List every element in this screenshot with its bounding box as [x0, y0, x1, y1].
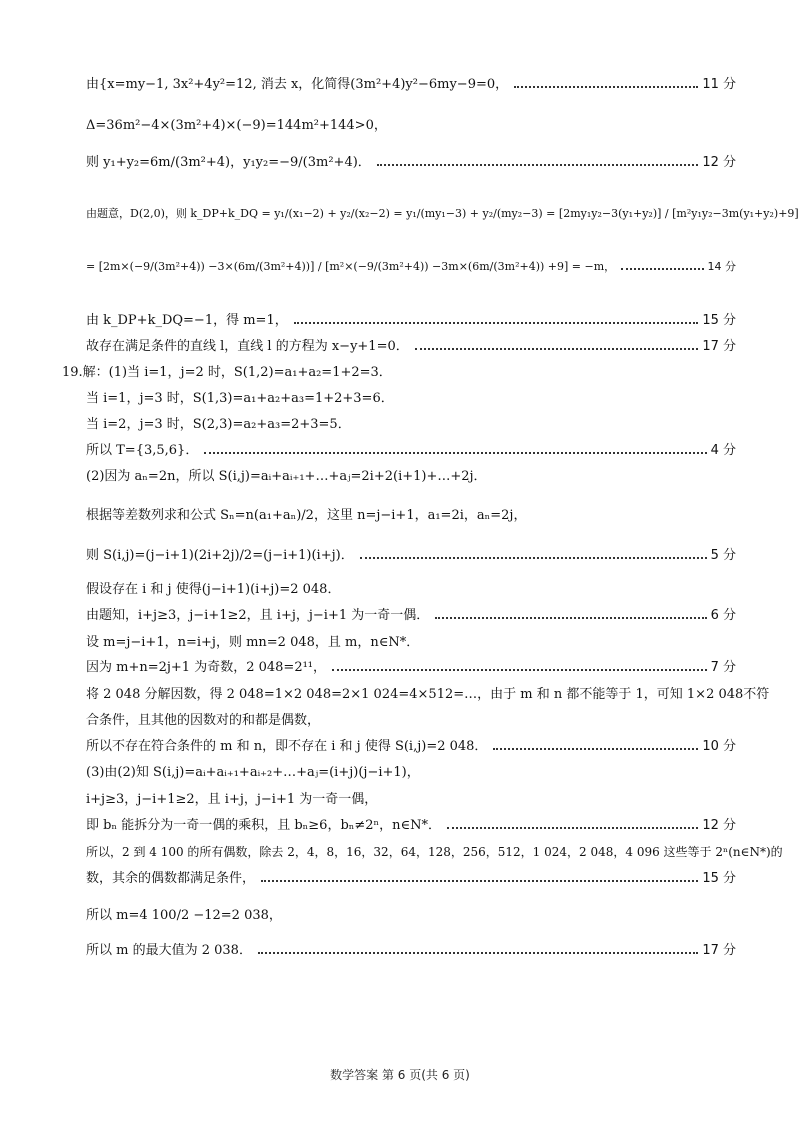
solution-text: i+j≥3，j−i+1≥2，且 i+j，j−i+1 为一奇一偶， [86, 792, 378, 807]
solution-line [86, 684, 770, 706]
solution-line [86, 710, 736, 732]
page-footer: 数学答案 第 6 页(共 6 页) [330, 1068, 470, 1082]
leader-dots [447, 827, 698, 829]
solution-line [86, 815, 736, 837]
leader-dots [435, 617, 706, 619]
solution-text: (3)由(2)知 S(i,j)=aᵢ+aᵢ₊₁+aᵢ₊₂+…+aⱼ=(i+j)(j−i+1)， [86, 765, 420, 780]
solution-text: 所以，2 到 4 100 的所有偶数，除去 2，4，8，16，32，64，128，256，512，1 024，2 048，4 096 这些等于 2ⁿ(n∈N*)的 [86, 845, 783, 859]
solution-line [86, 762, 736, 784]
solution-line [86, 905, 736, 927]
solution-text: 设 m=j−i+1，n=i+j，则 mn=2 048，且 m，n∈N*． [86, 635, 420, 650]
solution-text: 当 i=1，j=3 时，S(1,3)=a₁+a₂+a₃=1+2+3=6． [86, 391, 394, 406]
score-label: 4 分 [710, 443, 736, 458]
leader-dots [415, 348, 699, 350]
leader-dots [332, 669, 707, 671]
solution-text: 由{x=my−1, 3x²+4y²=12, 消去 x，化简得(3m²+4)y²−6my−9=0， [86, 77, 509, 92]
score-label: 7 分 [710, 660, 736, 675]
solution-line [86, 414, 736, 436]
solution-text: 所以 T={3,5,6}． [86, 443, 199, 458]
solution-line [86, 579, 736, 601]
solution-line [86, 310, 736, 332]
solution-text: 当 i=2，j=3 时，S(2,3)=a₂+a₃=2+3=5． [86, 417, 351, 432]
score-label: 11 分 [702, 77, 736, 92]
solution-text: 根据等差数列求和公式 Sₙ=n(a₁+aₙ)/2，这里 n=j−i+1，a₁=2i，aₙ=2j， [86, 508, 527, 523]
solution-text: = [2m×(−9/(3m²+4)) −3×(6m/(3m²+4))] / [m²×(−9/(3m²+4)) −3m×(6m/(3m²+4)) +9] = −m， [86, 260, 616, 273]
leader-dots [493, 748, 698, 750]
score-label: 12 分 [702, 155, 736, 170]
solution-line [86, 505, 736, 527]
solution-line [86, 789, 736, 811]
leader-dots [258, 952, 698, 954]
leader-dots [294, 322, 699, 324]
solution-line [86, 632, 736, 654]
solution-line [86, 256, 736, 278]
solution-text: Δ=36m²−4×(3m²+4)×(−9)=144m²+144>0， [86, 118, 387, 133]
score-label: 17 分 [702, 943, 736, 958]
leader-dots [261, 880, 698, 882]
solution-text: 假设存在 i 和 j 使得(j−i+1)(i+j)=2 048． [86, 582, 341, 597]
solution-text: 合条件，且其他的因数对的和都是偶数， [86, 713, 321, 728]
solution-line [86, 657, 736, 679]
score-label: 12 分 [702, 818, 736, 833]
solution-line [86, 940, 736, 962]
solution-text: (2)因为 aₙ=2n，所以 S(i,j)=aᵢ+aᵢ₊₁+…+aⱼ=2i+2(i+1)+…+2j． [86, 469, 487, 484]
problem-19-header [62, 362, 736, 384]
solution-text: 则 S(i,j)=(j−i+1)(2i+2j)/2=(j−i+1)(i+j)． [86, 548, 354, 563]
solution-line [86, 440, 736, 462]
leader-dots [377, 164, 699, 166]
solution-line [86, 336, 736, 358]
score-label: 6 分 [710, 608, 736, 623]
solution-text: 将 2 048 分解因数，得 2 048=1×2 048=2×1 024=4×512=…，由于 m 和 n 都不能等于 1，可知 1×2 048不符 [86, 687, 770, 702]
solution-line [86, 466, 736, 488]
solution-line [86, 868, 736, 890]
score-label: 17 分 [702, 339, 736, 354]
leader-dots [360, 557, 707, 559]
solution-line [86, 152, 736, 174]
leader-dots [621, 268, 703, 270]
solution-text: 所以 m=4 100/2 −12=2 038， [86, 908, 282, 923]
score-label: 15 分 [702, 871, 736, 886]
leader-dots [514, 86, 698, 88]
score-label: 5 分 [710, 548, 736, 563]
score-label: 10 分 [702, 739, 736, 754]
solution-line [86, 74, 736, 96]
solution-line [86, 115, 736, 137]
solution-line [86, 605, 736, 627]
solution-text: 由题意，D(2,0)，则 k_DP+k_DQ = y₁/(x₁−2) + y₂/(x₂−2) = y₁/(my₁−3) + y₂/(my₂−3) = [2my₁y₂−3(y₁+y₂)] / [m²y₁y₂−3m(y₁+y₂)+9] [86, 207, 799, 220]
solution-line [86, 203, 799, 225]
solution-line [86, 841, 783, 863]
score-label: 14 分 [707, 260, 736, 273]
solution-text: 故存在满足条件的直线 l，直线 l 的方程为 x−y+1=0． [86, 339, 409, 354]
solution-text: 数，其余的偶数都满足条件， [86, 871, 256, 886]
solution-text: 由 k_DP+k_DQ=−1，得 m=1， [86, 313, 288, 328]
solution-text: 由题知，i+j≥3，j−i+1≥2，且 i+j，j−i+1 为一奇一偶． [86, 608, 430, 623]
solution-line [86, 736, 736, 758]
solution-text: 因为 m+n=2j+1 为奇数，2 048=2¹¹， [86, 660, 327, 675]
solution-line [86, 388, 736, 410]
solution-text: 所以 m 的最大值为 2 038． [86, 943, 252, 958]
solution-line [86, 545, 736, 567]
solution-text: 所以不存在符合条件的 m 和 n，即不存在 i 和 j 使得 S(i,j)=2 048． [86, 739, 488, 754]
score-label: 15 分 [702, 313, 736, 328]
solution-text: 则 y₁+y₂=6m/(3m²+4)，y₁y₂=−9/(3m²+4)． [86, 155, 371, 170]
solution-text: 即 bₙ 能拆分为一奇一偶的乘积，且 bₙ≥6，bₙ≠2ⁿ，n∈N*． [86, 818, 442, 833]
solution-text: 19.解：(1)当 i=1，j=2 时，S(1,2)=a₁+a₂=1+2=3． [62, 365, 392, 380]
leader-dots [204, 452, 706, 454]
